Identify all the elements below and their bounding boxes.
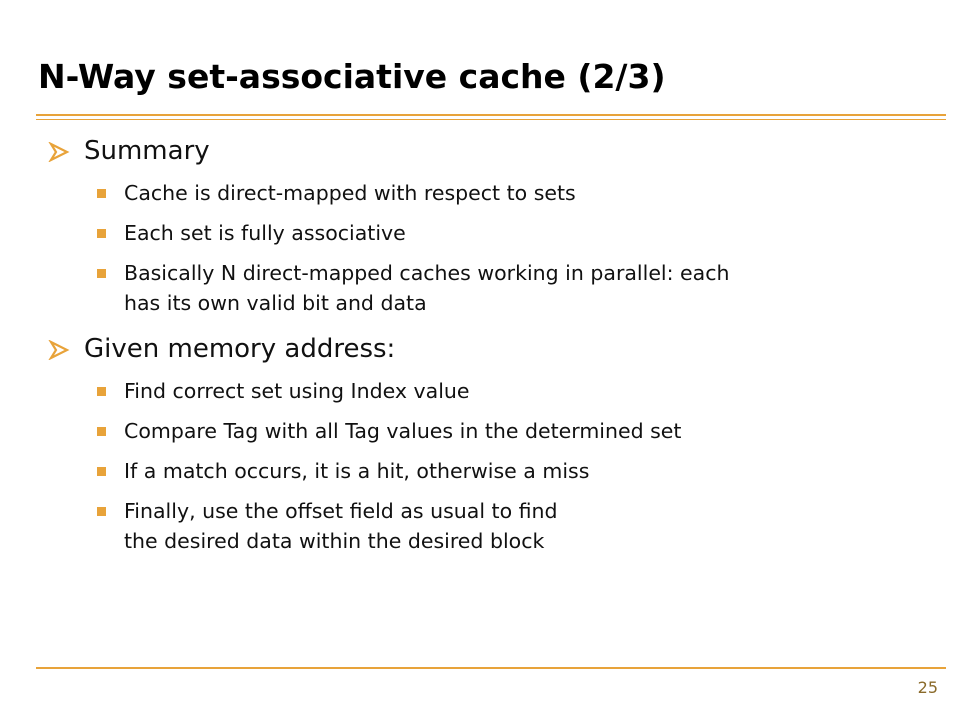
title-divider-thin — [36, 119, 946, 120]
sub-bullet-text: Each set is fully associative — [124, 221, 406, 245]
sub-bullet — [46, 218, 916, 248]
square-bullet-icon — [97, 229, 106, 238]
square-bullet-icon — [97, 427, 106, 436]
sub-bullet — [46, 258, 916, 318]
page-number: 25 — [917, 678, 938, 697]
sub-bullet-text: Finally, use the offset field as usual to find — [124, 499, 558, 523]
square-bullet-icon — [97, 507, 106, 516]
arrow-bullet-icon — [46, 330, 76, 368]
slide-title: N-Way set-associative cache (2/3) — [38, 57, 666, 96]
sub-bullet-text: Find correct set using Index value — [124, 379, 470, 403]
sub-bullet-text: Basically N direct-mapped caches working in parallel: each — [124, 261, 730, 285]
bullet-text: Summary — [84, 136, 210, 166]
sub-bullet-text-continued: has its own valid bit and data — [124, 291, 427, 315]
sub-bullet — [46, 496, 916, 556]
sub-bullet — [46, 416, 916, 446]
title-divider — [36, 114, 946, 116]
arrow-bullet-icon — [46, 132, 76, 170]
square-bullet-icon — [97, 189, 106, 198]
bullet-summary — [46, 132, 916, 170]
sub-bullet-text: Compare Tag with all Tag values in the determined set — [124, 419, 682, 443]
sub-bullet-text-continued: the desired data within the desired block — [124, 529, 545, 553]
square-bullet-icon — [97, 269, 106, 278]
bullet-text: Given memory address: — [84, 334, 396, 364]
sub-bullet-text: If a match occurs, it is a hit, otherwise a miss — [124, 459, 590, 483]
square-bullet-icon — [97, 467, 106, 476]
sub-bullet — [46, 376, 916, 406]
sub-bullet-text: Cache is direct-mapped with respect to sets — [124, 181, 576, 205]
sub-bullet — [46, 456, 916, 486]
slide-content — [46, 132, 916, 556]
bullet-given-memory-address — [46, 330, 916, 368]
sub-bullet — [46, 178, 916, 208]
footer-divider — [36, 667, 946, 669]
square-bullet-icon — [97, 387, 106, 396]
